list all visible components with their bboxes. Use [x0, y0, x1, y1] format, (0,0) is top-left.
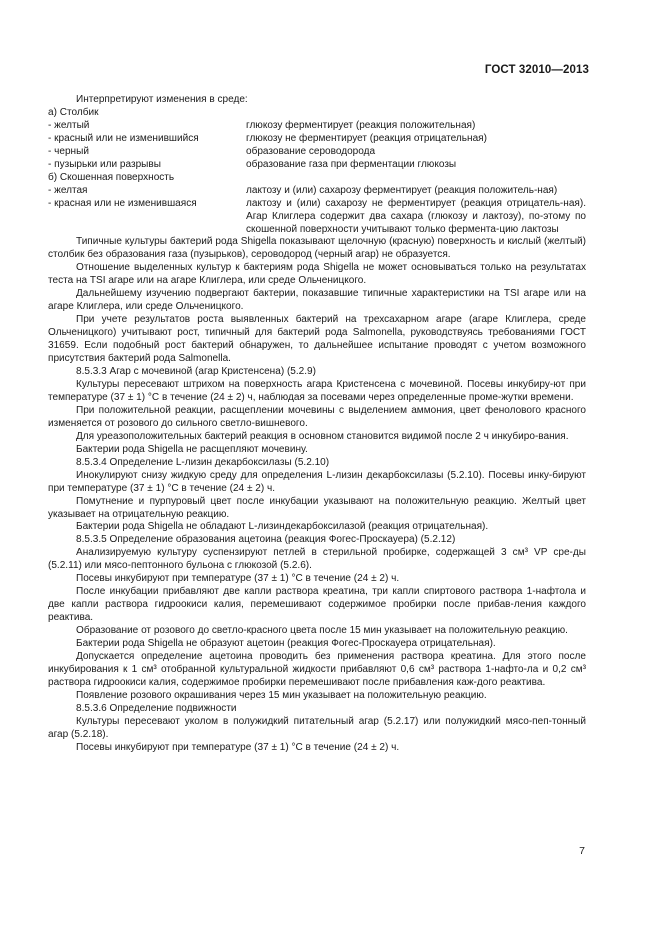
column-interpretation-list	[48, 120, 586, 172]
body-paragraph: Допускается определение ацетоина проводить без применения раствора креатина. Для этого после инкубирования к 1 см³ отобранной культуральной жидкости прибавляют 0,6 см³ раствора 1-нафто-ла и 0,2 см³ раствора гидроокиси калия, содержимое пробирки перемешивают после прибавления каж-дого реактива.	[48, 650, 586, 688]
intro-line: Интерпретируют изменения в среде:	[76, 94, 248, 105]
interpretation-key: - красный или не изменившийся	[48, 132, 199, 144]
body-paragraph: Отношение выделенных культур к бактериям рода Shigella не может основываться только на результатах теста на TSI агаре или на агаре Клиглера, или среде Ольченицкого.	[48, 262, 586, 287]
body-paragraph: При учете результатов роста выявленных бактерий на трехсахарном агаре (агаре Клиглера, среде Ольченицкого) учитывают рост, типичный для бактерий рода Salmonella, руководствуясь требованиями ГОСТ 31659. Если подобный рост бактерий обнаружен, то дальнейшее испытание проводят с учетом возможного присутствия бактерий рода Salmonella.	[48, 314, 586, 365]
interpretation-value: образование газа при ферментации глюкозы	[246, 158, 457, 170]
interpretation-value: лактозу и (или) сахарозу не ферментирует (реакция отрицатель-ная). Агар Клиглера содержит два сахара (глюкозу и лактозу), по-этому по скошенной поверхности учитывают только фермента-цию лактозы	[246, 197, 586, 235]
body-paragraph: 8.5.3.5 Определение образования ацетоина (реакция Фогес-Проскауера) (5.2.12)	[76, 534, 456, 546]
interpretation-value: глюкозу ферментирует (реакция положительная)	[246, 119, 476, 131]
slant-heading: б) Скошенная поверхность	[48, 171, 175, 183]
body-paragraph: 8.5.3.6 Определение подвижности	[76, 702, 237, 714]
document-code-header: ГОСТ 32010—2013	[484, 64, 589, 76]
interpretation-value: глюкозу не ферментирует (реакция отрицательная)	[246, 132, 487, 144]
document-body	[48, 94, 586, 755]
body-paragraph: Помутнение и пурпуровый цвет после инкубации указывают на положительную реакцию. Желтый цвет указывает на отрицательную реакцию.	[48, 495, 586, 520]
body-paragraph: Инокулируют снизу жидкую среду для определения L-лизин декарбоксилазы (5.2.10). Посевы инку-бируют при температуре (37 ± 1) °С в течение (24 ± 2) ч.	[48, 469, 586, 494]
body-paragraph: 8.5.3.3 Агар с мочевиной (агар Кристенсена) (5.2.9)	[76, 366, 316, 378]
interpretation-value: лактозу и (или) сахарозу ферментирует (реакция положитель-ная)	[246, 184, 558, 196]
slant-interpretation-list	[48, 185, 586, 237]
interpretation-key: - желтый	[48, 119, 90, 131]
interpretation-key: - черный	[48, 145, 89, 157]
interpretation-row	[48, 120, 586, 133]
body-paragraph: Для уреазоположительных бактерий реакция в основном становится видимой после 2 ч инкубиро-вания.	[76, 430, 569, 442]
body-paragraph: Бактерии рода Shigella не обладают L-лизиндекарбоксилазой (реакция отрицательная).	[76, 521, 489, 533]
column-heading: а) Столбик	[48, 106, 99, 118]
body-paragraph: Образование от розового до светло-красного цвета после 15 мин указывает на положительную реакцию.	[76, 625, 568, 637]
interpretation-row	[48, 198, 586, 237]
page-number: 7	[579, 845, 585, 857]
interpretation-value: образование сероводорода	[246, 145, 376, 157]
body-paragraph: При положительной реакции, расщеплении мочевины с выделением аммония, цвет фенолового красного изменяется от розового до сильного светло-вишневого.	[48, 404, 586, 429]
interpretation-row	[48, 146, 586, 159]
body-paragraph: Бактерии рода Shigella не образуют ацетоин (реакция Фогес-Проскауера отрицательная).	[76, 638, 496, 650]
body-paragraph: Типичные культуры бактерий рода Shigella показывают щелочную (красную) поверхность и кислый (желтый) столбик без образования газа (пузырьков), сероводород (черный агар) не образуется.	[48, 236, 586, 261]
body-paragraph: Посевы инкубируют при температуре (37 ± 1) °С в течение (24 ± 2) ч.	[76, 741, 400, 753]
body-paragraph: Культуры пересевают штрихом на поверхность агара Кристенсена с мочевиной. Посевы инкубиру-ют при температуре (37 ± 1) °С в течение (24 ± 2) ч, наблюдая за посевами через определенные проме-жутки времени.	[48, 378, 586, 403]
body-paragraph: 8.5.3.4 Определение L-лизин декарбоксилазы (5.2.10)	[76, 456, 330, 468]
body-paragraph: После инкубации прибавляют две капли раствора креатина, три капли спиртового раствора 1-нафтола и две капли раствора гидроокиси калия, перемешивают содержимое пробирки после прибав-ления каждого реактива.	[48, 586, 586, 624]
body-paragraph: Посевы инкубируют при температуре (37 ± 1) °С в течение (24 ± 2) ч.	[76, 573, 400, 585]
body-paragraph: Дальнейшему изучению подвергают бактерии, показавшие типичные характеристики на TSI агаре или на агаре Клиглера, или среде Ольченицкого.	[48, 288, 586, 313]
body-paragraph: Появление розового окрашивания через 15 мин указывает на положительную реакцию.	[76, 689, 487, 701]
body-paragraph: Бактерии рода Shigella не расщепляют мочевину.	[76, 443, 308, 455]
interpretation-key: - пузырьки или разрывы	[48, 158, 161, 170]
body-paragraph: Анализируемую культуру суспензируют петлей в стерильной пробирке, содержащей 3 см³ VP сре-ды (5.2.11) или мясо-пептонного бульона с глюкозой (5.2.6).	[48, 547, 586, 572]
interpretation-row	[48, 185, 586, 198]
interpretation-row	[48, 159, 586, 172]
interpretation-row	[48, 133, 586, 146]
interpretation-key: - желтая	[48, 184, 88, 196]
paragraph-list	[48, 236, 586, 754]
interpretation-key: - красная или не изменившаяся	[48, 197, 197, 209]
body-paragraph: Культуры пересевают уколом в полужидкий питательный агар (5.2.17) или полужидкий мясо-пеп-тонный агар (5.2.18).	[48, 715, 586, 740]
